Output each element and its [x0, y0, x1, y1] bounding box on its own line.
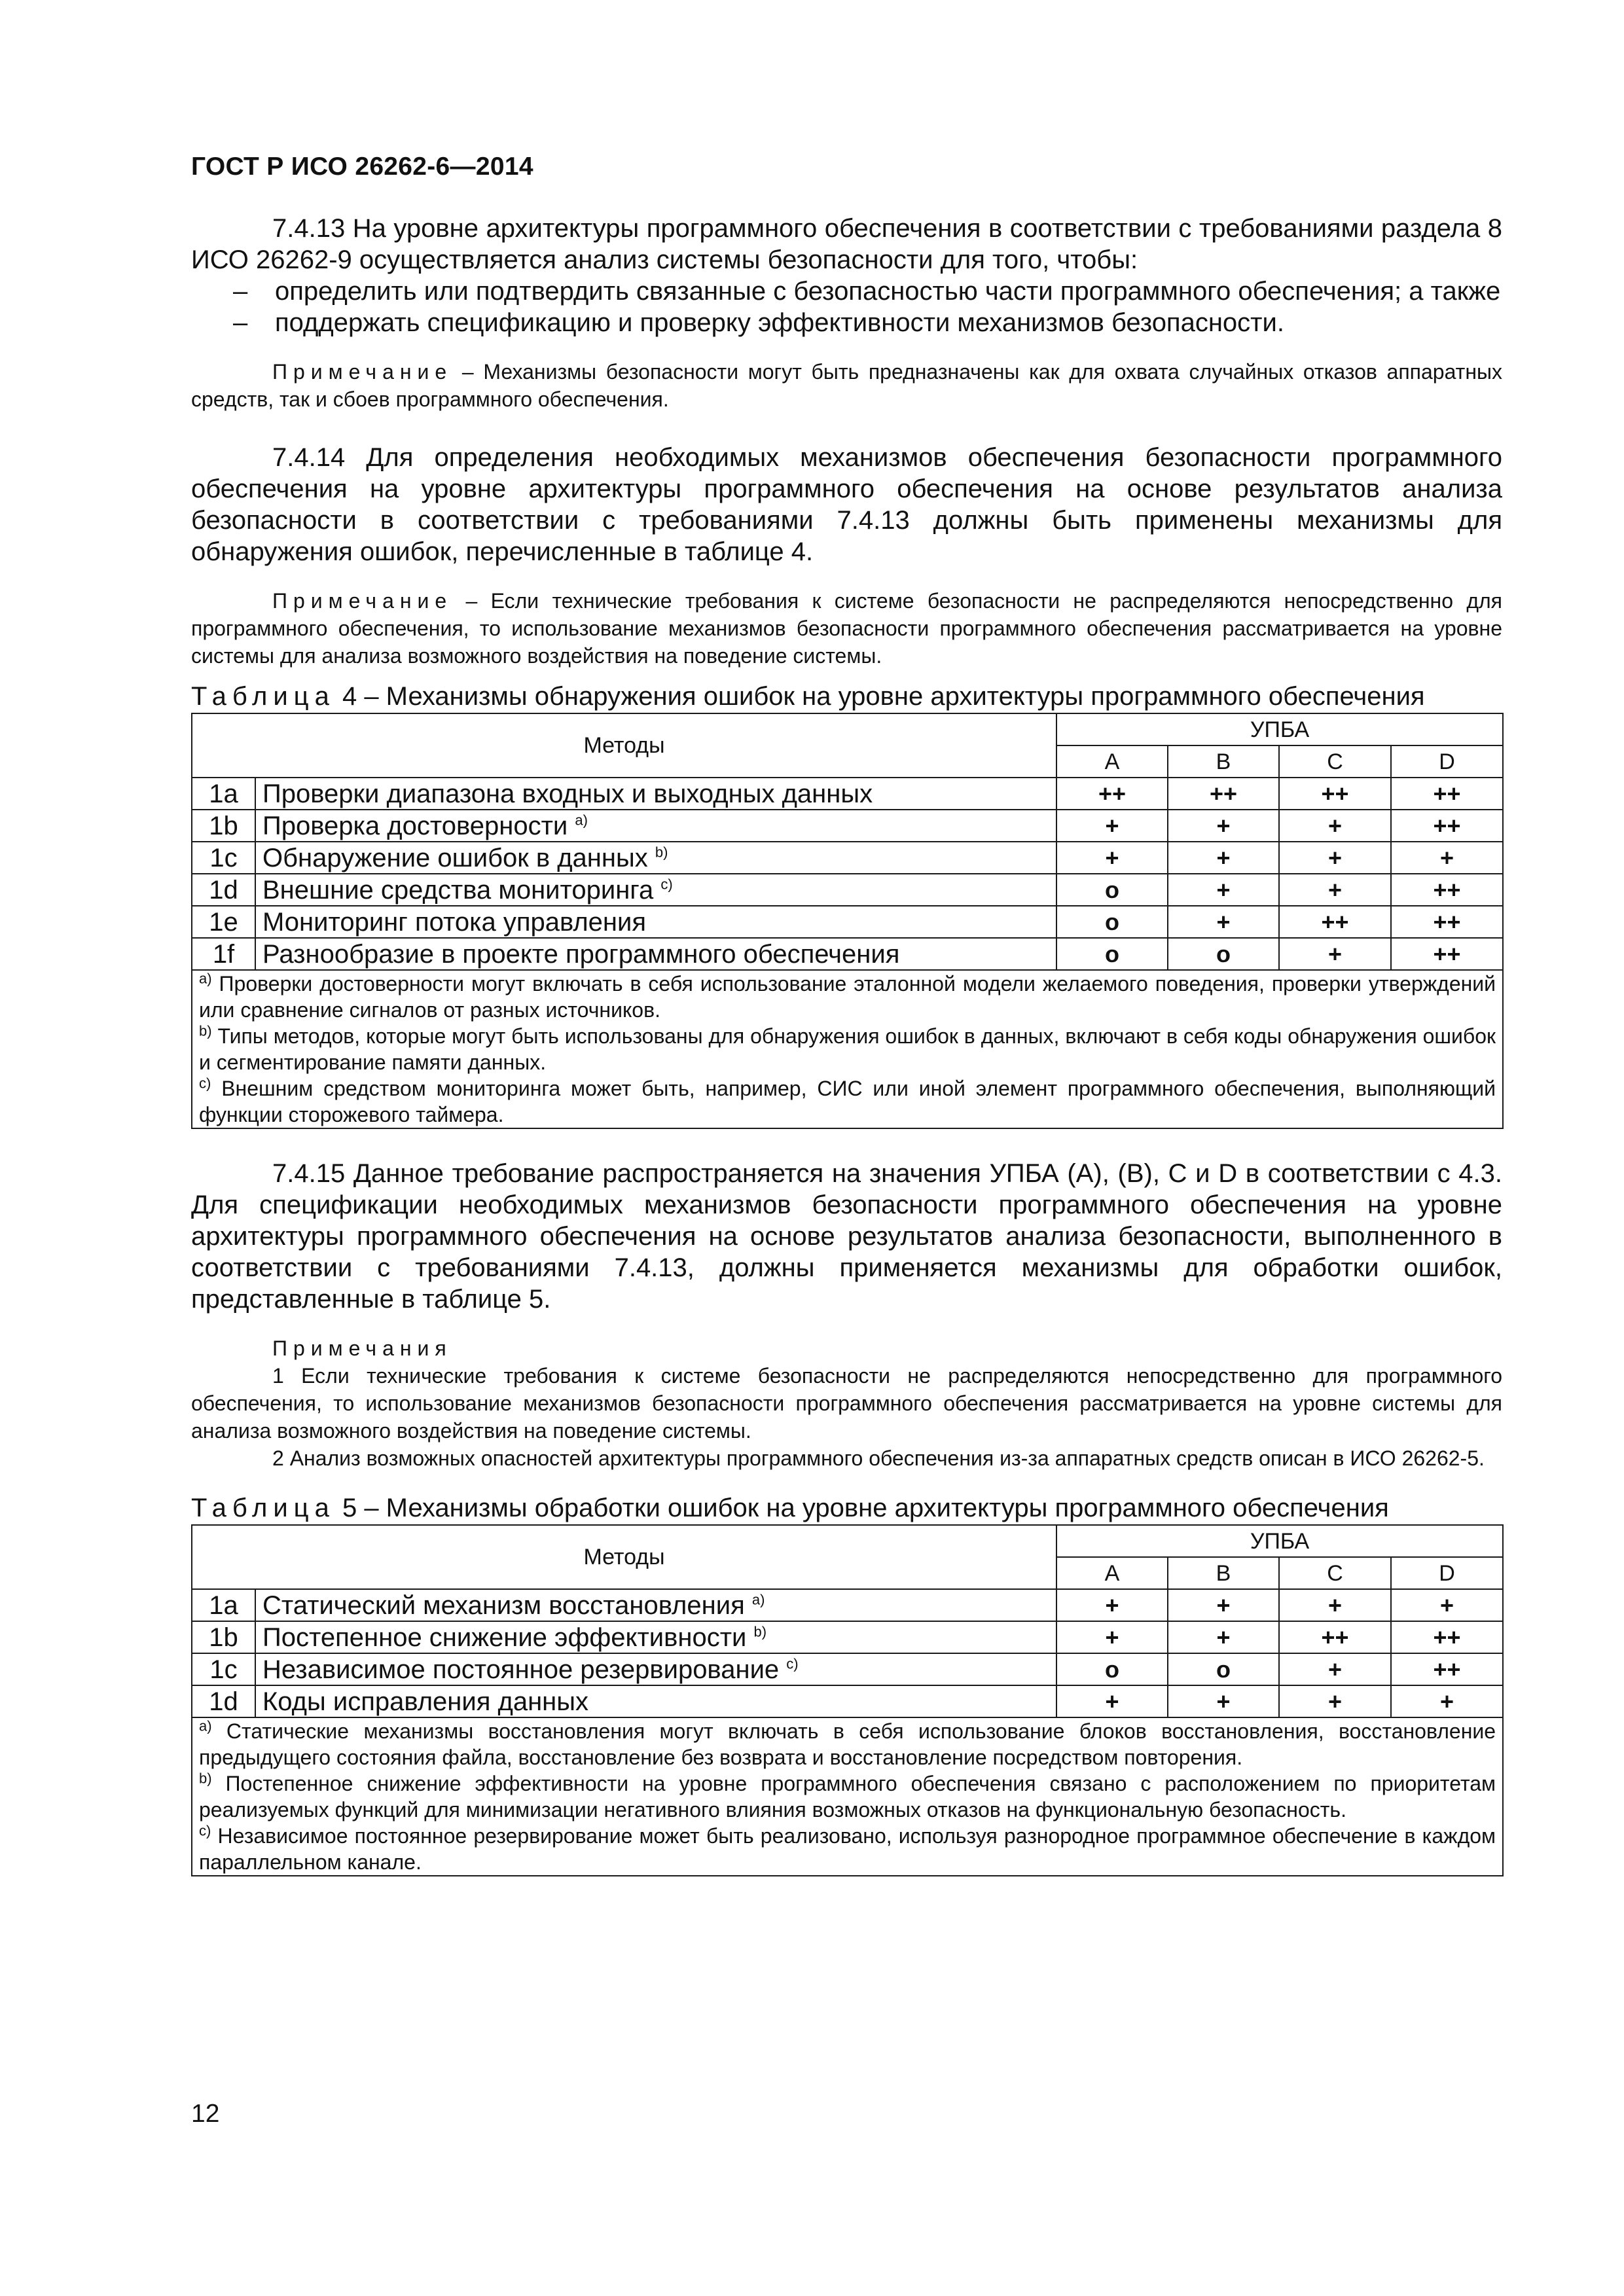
asil-level-header: D	[1391, 1557, 1503, 1589]
grade-cell: +	[1168, 1621, 1279, 1653]
asil-level-header: B	[1168, 745, 1279, 778]
grade-cell: ++	[1056, 778, 1168, 810]
method-text: Проверка достоверности	[262, 811, 568, 840]
note-label: Примечание	[272, 589, 453, 613]
method-name	[255, 810, 1056, 842]
list-item	[191, 276, 1502, 307]
list-item-text: поддержать спецификацию и проверку эффективности механизмов безопасности.	[275, 308, 1284, 337]
footnote-mark: a)	[199, 1717, 212, 1734]
footnote	[199, 1023, 1496, 1075]
grade-cell: ++	[1279, 778, 1391, 810]
row-number: 1f	[192, 938, 255, 970]
method-text: Разнообразие в проекте программного обеспечения	[262, 939, 900, 969]
footnote-ref: c)	[786, 1655, 799, 1672]
method-name	[255, 842, 1056, 874]
grade-cell: ++	[1391, 1621, 1503, 1653]
footnote-text: Типы методов, которые могут быть использованы для обнаружения ошибок в данных, включают в себя коды обнаружения ошибок и сегментирование памяти данных.	[199, 1024, 1496, 1074]
grade-cell: ++	[1391, 938, 1503, 970]
method-name	[255, 1621, 1056, 1653]
list-item-text: определить или подтвердить связанные с безопасностью части программного обеспечения; а также	[275, 277, 1501, 306]
grade-cell: +	[1279, 874, 1391, 906]
grade-cell: ++	[1279, 1621, 1391, 1653]
table-4-caption	[191, 680, 1502, 713]
page-content	[191, 213, 1502, 1876]
note-item: 1 Если технические требования к системе безопасности не распределяются непосредственно для программного обеспечения, то использование механизмов безопасности программного обеспечения рассматривается на уровне системы для анализа возможного воздействия на поведение системы.	[191, 1364, 1502, 1443]
caption-text: 4 – Механизмы обнаружения ошибок на уровне архитектуры программного обеспечения	[334, 682, 1425, 711]
footnote-ref: a)	[751, 1591, 765, 1608]
footnote	[199, 1823, 1496, 1875]
grade-cell: +	[1168, 874, 1279, 906]
method-name	[255, 778, 1056, 810]
footnote-mark: c)	[199, 1075, 211, 1092]
caption-text: 5 – Механизмы обработки ошибок на уровне архитектуры программного обеспечения	[334, 1494, 1389, 1522]
page-number: 12	[191, 2100, 220, 2128]
footnote-mark: b)	[199, 1770, 212, 1787]
method-text: Независимое постоянное резервирование	[262, 1655, 780, 1684]
table-row	[192, 906, 1503, 938]
asil-level-header: C	[1279, 1557, 1391, 1589]
asil-level-header: C	[1279, 745, 1391, 778]
grade-cell: o	[1168, 1653, 1279, 1685]
asil-level-header: D	[1391, 745, 1503, 778]
footnote	[199, 1718, 1496, 1770]
asil-level-header: B	[1168, 1557, 1279, 1589]
table-row	[192, 1621, 1503, 1653]
method-name	[255, 906, 1056, 938]
footnote-text: Статические механизмы восстановления могут включать в себя использование блоков восстановления, восстановление предыдущего состояния файла, восстановление без возврата и восстановление посредством повторения.	[199, 1719, 1496, 1769]
footnote-text: Постепенное снижение эффективности на уровне программного обеспечения связано с расположением по приоритетам реализуемых функций для минимизации негативного влияния возможных отказов на функциональную безопасность.	[199, 1772, 1496, 1821]
footnote-ref: b)	[753, 1623, 767, 1640]
grade-cell: +	[1391, 842, 1503, 874]
footnote-ref: b)	[655, 844, 668, 861]
dash-marker: –	[233, 308, 248, 337]
asil-header: УПБА	[1056, 713, 1503, 745]
row-number: 1c	[192, 1653, 255, 1685]
list-item	[191, 307, 1502, 338]
grade-cell: +	[1056, 1621, 1168, 1653]
paragraph-7-4-14: 7.4.14 Для определения необходимых механизмов обеспечения безопасности программного обеспечения на уровне архитектуры программного обеспечения на основе результатов анализа безопасности в соответствии с требованиями 7.4.13 должны быть применены механизмы для обнаружения ошибок, перечисленные в таблице 4.	[191, 443, 1502, 566]
method-name	[255, 938, 1056, 970]
paragraph-7-4-13: 7.4.13 На уровне архитектуры программного обеспечения в соответствии с требованиями раздела 8 ИСО 26262-9 осуществляется анализ системы безопасности для того, чтобы:	[191, 214, 1502, 274]
row-number: 1a	[192, 1589, 255, 1621]
method-text: Постепенное снижение эффективности	[262, 1623, 747, 1652]
document-header: ГОСТ Р ИСО 26262-6—2014	[191, 152, 533, 181]
method-text: Коды исправления данных	[262, 1687, 589, 1716]
row-number: 1e	[192, 906, 255, 938]
table-5	[191, 1524, 1504, 1876]
grade-cell: +	[1168, 906, 1279, 938]
footnote-ref: c)	[660, 876, 673, 893]
asil-level-header: A	[1056, 745, 1168, 778]
grade-cell: +	[1279, 842, 1391, 874]
note-7-4-14	[191, 587, 1502, 670]
row-number: 1d	[192, 874, 255, 906]
grade-cell: o	[1056, 874, 1168, 906]
note-7-4-13	[191, 358, 1502, 413]
row-number: 1b	[192, 1621, 255, 1653]
note-text: – Механизмы безопасности могут быть предназначены как для охвата случайных отказов аппаратных средств, так и сбоев программного обеспечения.	[191, 360, 1502, 411]
row-number: 1d	[192, 1685, 255, 1717]
grade-cell: o	[1056, 1653, 1168, 1685]
notes-heading-label: Примечания	[272, 1336, 452, 1360]
method-name	[255, 1589, 1056, 1621]
grade-cell: +	[1279, 938, 1391, 970]
table-row	[192, 778, 1503, 810]
method-name	[255, 1685, 1056, 1717]
paragraph-7-4-15: 7.4.15 Данное требование распространяется на значения УПБА (А), (В), С и D в соответствии с 4.3. Для спецификации необходимых механизмов безопасности программного обеспечения на уровне архитектуры программного обеспечения на основе результатов анализа безопасности, выполненного в соответствии с требованиями 7.4.13, должны применяется механизмы для обработки ошибок, представленные в таблице 5.	[191, 1159, 1502, 1314]
grade-cell: +	[1279, 810, 1391, 842]
method-text: Обнаружение ошибок в данных	[262, 843, 648, 872]
table-4	[191, 713, 1504, 1129]
table-row	[192, 810, 1503, 842]
footnote	[199, 971, 1496, 1023]
footnote-text: Внешним средством мониторинга может быть, например, СИС или иной элемент программного обеспечения, выполняющий функции сторожевого таймера.	[199, 1077, 1496, 1126]
grade-cell: ++	[1391, 874, 1503, 906]
grade-cell: +	[1168, 810, 1279, 842]
footnote	[199, 1075, 1496, 1128]
row-number: 1b	[192, 810, 255, 842]
footnote	[199, 1770, 1496, 1823]
footnote-mark: b)	[199, 1022, 212, 1039]
method-name	[255, 1653, 1056, 1685]
table-row	[192, 938, 1503, 970]
methods-header: Методы	[192, 1525, 1056, 1589]
footnote-text: Проверки достоверности могут включать в себя использование эталонной модели желаемого поведения, проверки утверждений или сравнение сигналов от разных источников.	[199, 972, 1496, 1022]
grade-cell: +	[1391, 1589, 1503, 1621]
grade-cell: +	[1391, 1685, 1503, 1717]
table-row	[192, 874, 1503, 906]
grade-cell: +	[1168, 842, 1279, 874]
grade-cell: +	[1279, 1653, 1391, 1685]
method-text: Статический механизм восстановления	[262, 1590, 745, 1620]
grade-cell: ++	[1391, 906, 1503, 938]
table-header-row	[192, 713, 1503, 745]
footnote-mark: a)	[199, 970, 212, 987]
grade-cell: o	[1168, 938, 1279, 970]
footnote-text: Независимое постоянное резервирование может быть реализовано, используя разнородное программное обеспечение в каждом параллельном канале.	[199, 1824, 1496, 1874]
asil-header: УПБА	[1056, 1525, 1503, 1557]
grade-cell: +	[1056, 1589, 1168, 1621]
grade-cell: +	[1056, 842, 1168, 874]
method-text: Проверки диапазона входных и выходных данных	[262, 779, 873, 808]
grade-cell: ++	[1391, 1653, 1503, 1685]
grade-cell: +	[1168, 1685, 1279, 1717]
grade-cell: o	[1056, 938, 1168, 970]
caption-label: Таблица	[191, 682, 335, 711]
grade-cell: +	[1168, 1589, 1279, 1621]
grade-cell: ++	[1279, 906, 1391, 938]
dash-marker: –	[233, 277, 248, 306]
note-label: Примечание	[272, 360, 453, 384]
footnote-mark: c)	[199, 1822, 211, 1839]
grade-cell: ++	[1391, 778, 1503, 810]
footnote-ref: a)	[575, 812, 588, 829]
grade-cell: +	[1056, 810, 1168, 842]
table-footnotes-row	[192, 970, 1503, 1128]
caption-label: Таблица	[191, 1494, 335, 1522]
table-row	[192, 1685, 1503, 1717]
method-name	[255, 874, 1056, 906]
note-text: – Если технические требования к системе безопасности не распределяются непосредственно для программного обеспечения, то использование механизмов безопасности программного обеспечения рассматривается на уровне системы для анализа возможного воздействия на поведение системы.	[191, 589, 1502, 668]
grade-cell: o	[1056, 906, 1168, 938]
asil-level-header: A	[1056, 1557, 1168, 1589]
method-text: Внешние средства мониторинга	[262, 875, 654, 905]
table-5-caption	[191, 1492, 1502, 1524]
table-row	[192, 842, 1503, 874]
grade-cell: ++	[1168, 778, 1279, 810]
grade-cell: +	[1279, 1685, 1391, 1717]
table-footnotes	[192, 1717, 1503, 1876]
note-item: 2 Анализ возможных опасностей архитектуры программного обеспечения из-за аппаратных средств описан в ИСО 26262-5.	[272, 1446, 1485, 1470]
notes-heading	[191, 1335, 1502, 1362]
row-number: 1c	[192, 842, 255, 874]
table-row	[192, 1653, 1503, 1685]
grade-cell: +	[1056, 1685, 1168, 1717]
table-header-row	[192, 1525, 1503, 1557]
method-text: Мониторинг потока управления	[262, 907, 646, 937]
methods-header: Методы	[192, 713, 1056, 778]
grade-cell: ++	[1391, 810, 1503, 842]
grade-cell: +	[1279, 1589, 1391, 1621]
table-footnotes-row	[192, 1717, 1503, 1876]
row-number: 1a	[192, 778, 255, 810]
table-row	[192, 1589, 1503, 1621]
table-footnotes	[192, 970, 1503, 1128]
